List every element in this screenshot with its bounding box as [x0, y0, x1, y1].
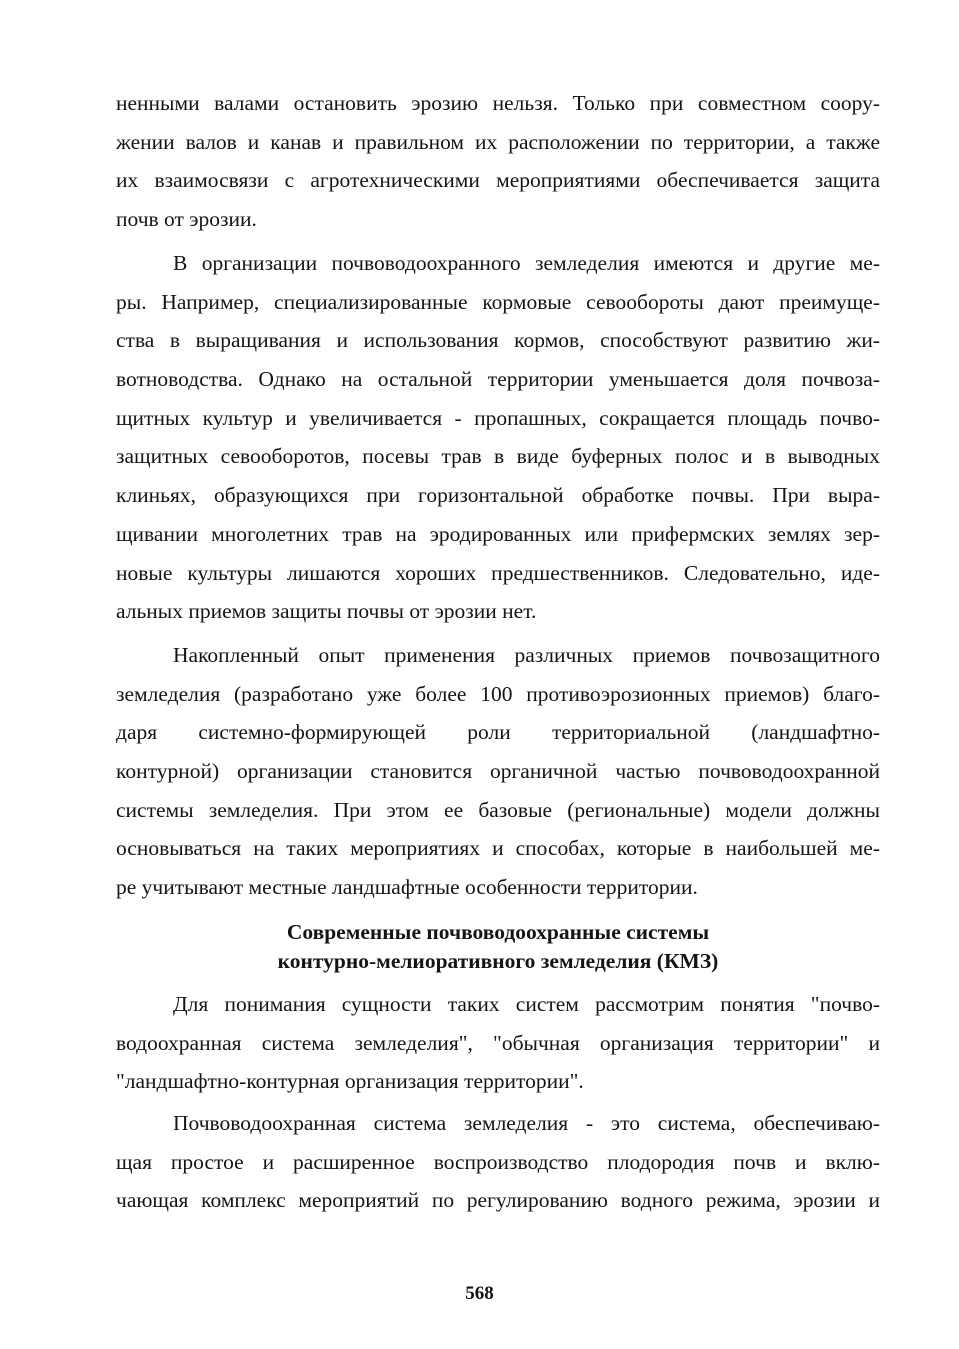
text-line: водоохранная система земледелия", "обычная организация территории" и: [116, 1030, 880, 1055]
text-line: ненными валами остановить эрозию нельзя. Только при совместном соору-: [116, 91, 880, 115]
paragraph-4: [116, 985, 880, 1101]
text-line: вотноводства. Однако на остальной территории уменьшается доля почвоза-: [116, 367, 880, 392]
text-line: Для понимания сущности таких систем рассмотрим понятия "почво-: [173, 992, 880, 1016]
text-line: щивании многолетних трав на эродированных или прифермских землях зер-: [116, 521, 880, 546]
paragraph-5: [116, 1104, 880, 1220]
text-line: системы земледелия. При этом ее базовые (региональные) модели должны: [116, 797, 880, 822]
text-line: щая простое и расширенное воспроизводство плодородия почв и вклю-: [116, 1149, 880, 1174]
text-line: чающая комплекс мероприятий по регулированию водного режима, эрозии и: [116, 1188, 880, 1213]
text-line: защитных севооборотов, посевы трав в виде буферных полос и в выводных: [116, 444, 880, 469]
paragraph-3: [116, 636, 880, 907]
paragraph-1: [116, 84, 880, 239]
text-line: "ландшафтно-контурная организация территории".: [116, 1069, 584, 1094]
text-line: ства в выращивания и использования кормов, способствуют развитию жи-: [116, 328, 880, 353]
text-line: Почвоводоохранная система земледелия - это система, обеспечиваю-: [173, 1111, 880, 1135]
text-line: альных приемов защиты почвы от эрозии нет.: [116, 599, 537, 624]
section-heading-line-1: Современные почвоводоохранные системы: [286, 920, 710, 944]
text-line: почв от эрозии.: [116, 207, 257, 232]
text-line: основываться на таких мероприятиях и способах, которые в наибольшей ме-: [116, 836, 880, 861]
text-line: ре учитывают местные ландшафтные особенности территории.: [116, 875, 698, 900]
text-line: жении валов и канав и правильном их расположении по территории, а также: [116, 129, 880, 154]
section-heading: [116, 918, 880, 976]
text-line: земледелия (разработано уже более 100 противоэрозионных приемов) благо-: [116, 681, 880, 706]
text-line: ры. Например, специализированные кормовые севообороты дают преимуще-: [116, 289, 880, 314]
text-line: клиньях, образующихся при горизонтальной обработке почвы. При выра-: [116, 483, 880, 508]
text-line: В организации почвоводоохранного земледелия имеются и другие ме-: [173, 251, 880, 275]
paragraph-2: [116, 244, 880, 631]
text-line: их взаимосвязи с агротехническими мероприятиями обеспечивается защита: [116, 168, 880, 193]
section-heading-line-2: контурно-мелиоративного земледелия (КМЗ): [277, 949, 719, 973]
text-line: новые культуры лишаются хороших предшественников. Следовательно, иде-: [116, 560, 880, 585]
page-number: 568: [465, 1283, 494, 1304]
text-line: Накопленный опыт применения различных приемов почвозащитного: [173, 643, 880, 667]
text-line: контурной) организации становится органичной частью почвоводоохранной: [116, 759, 880, 784]
text-line: щитных культур и увеличивается - пропашных, сокращается площадь почво-: [116, 405, 880, 430]
text-line: даря системно-формирующей роли территориальной (ландшафтно-: [116, 720, 880, 745]
